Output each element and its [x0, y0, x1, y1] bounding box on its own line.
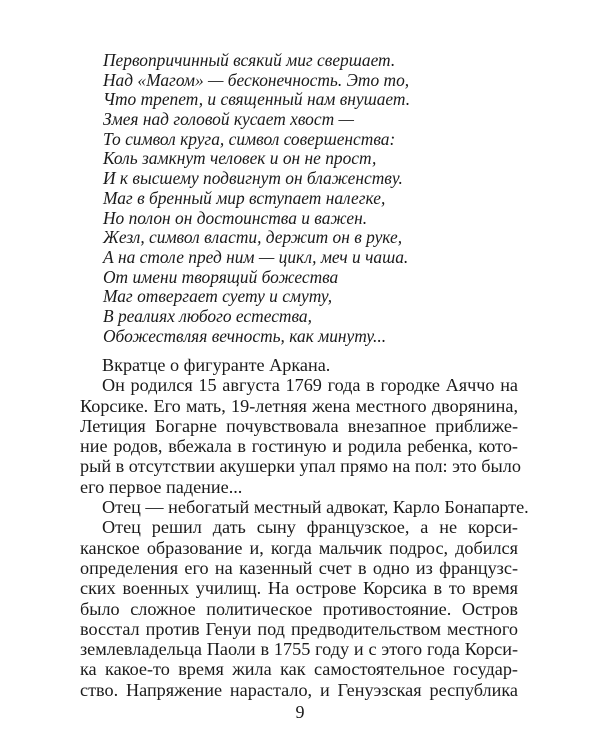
paragraph-line: Отец решил дать сыну французское, а не корси-	[102, 517, 518, 538]
paragraph-line: ство. Напряжение нарастало, и Генуэзская республика	[80, 679, 518, 700]
poem-line: Но полон он достоинства и важен.	[103, 207, 368, 228]
page-number: 9	[295, 702, 305, 722]
poem-line: От имени творящий божества	[103, 266, 339, 287]
poem-line: Обожествляя вечность, как минуту...	[103, 325, 387, 346]
paragraph-line: канское образование и, когда мальчик подрос, добился	[80, 537, 518, 558]
poem-line: Что трепет, и священный нам внушает.	[103, 89, 411, 110]
paragraph-line: Вкратце о фигуранте Аркана.	[102, 355, 331, 375]
poem-line: Первопричинный всякий миг свершает.	[103, 50, 396, 70]
poem-line: В реалиях любого естества,	[103, 305, 312, 326]
poem-line: То символ круга, символ совершенства:	[103, 128, 396, 149]
poem-line: Жезл, символ власти, держит он в руке,	[103, 227, 403, 248]
paragraph-line: восстал против Генуи под предводительством местного	[80, 618, 518, 639]
paragraph-line: землевладельца Паоли в 1755 году и с этого года Корси-	[80, 639, 518, 660]
paragraph-line: его первое падение...	[80, 476, 243, 497]
paragraph-line: рый в отсутствии акушерки упал прямо на пол: это было	[80, 456, 521, 477]
paragraph-line: Отец — небогатый местный адвокат, Карло Бонапарте.	[102, 497, 529, 518]
poem-line: Змея над головой кусает хвост —	[103, 109, 354, 130]
paragraph-line: Он родился 15 августа 1769 года в городке Аяччо на	[102, 375, 518, 396]
poem	[103, 51, 410, 346]
paragraph-line: определения его на казенный счет в одно из французс-	[80, 557, 518, 578]
paragraph-line: Летиция Богарне почувствовала внезапное приближе-	[80, 415, 518, 436]
paragraph-line: ских военных училищ. На острове Корсика в то время	[80, 578, 518, 599]
paragraph-line: ка какое-то время жила как самостоятельное государ-	[80, 659, 518, 680]
poem-line: Маг отвергает суету и смуту,	[103, 286, 333, 307]
paragraph-line: ние родов, вбежала в гостиную и родила ребенка, кото-	[80, 436, 518, 457]
prose	[80, 355, 529, 700]
paragraph-line: было сложное политическое противостояние. Остров	[80, 598, 518, 619]
poem-line: Над «Магом» — бесконечность. Это то,	[103, 69, 410, 90]
poem-line: А на столе пред ним — цикл, меч и чаша.	[103, 246, 409, 267]
poem-line: Коль замкнут человек и он не прост,	[103, 148, 377, 169]
poem-line: Маг в бренный мир вступает налегке,	[103, 187, 386, 208]
paragraph-line: Корсике. Его мать, 19-летняя жена местного дворянина,	[80, 395, 518, 416]
poem-line: И к высшему подвигнут он блаженству.	[103, 168, 403, 189]
